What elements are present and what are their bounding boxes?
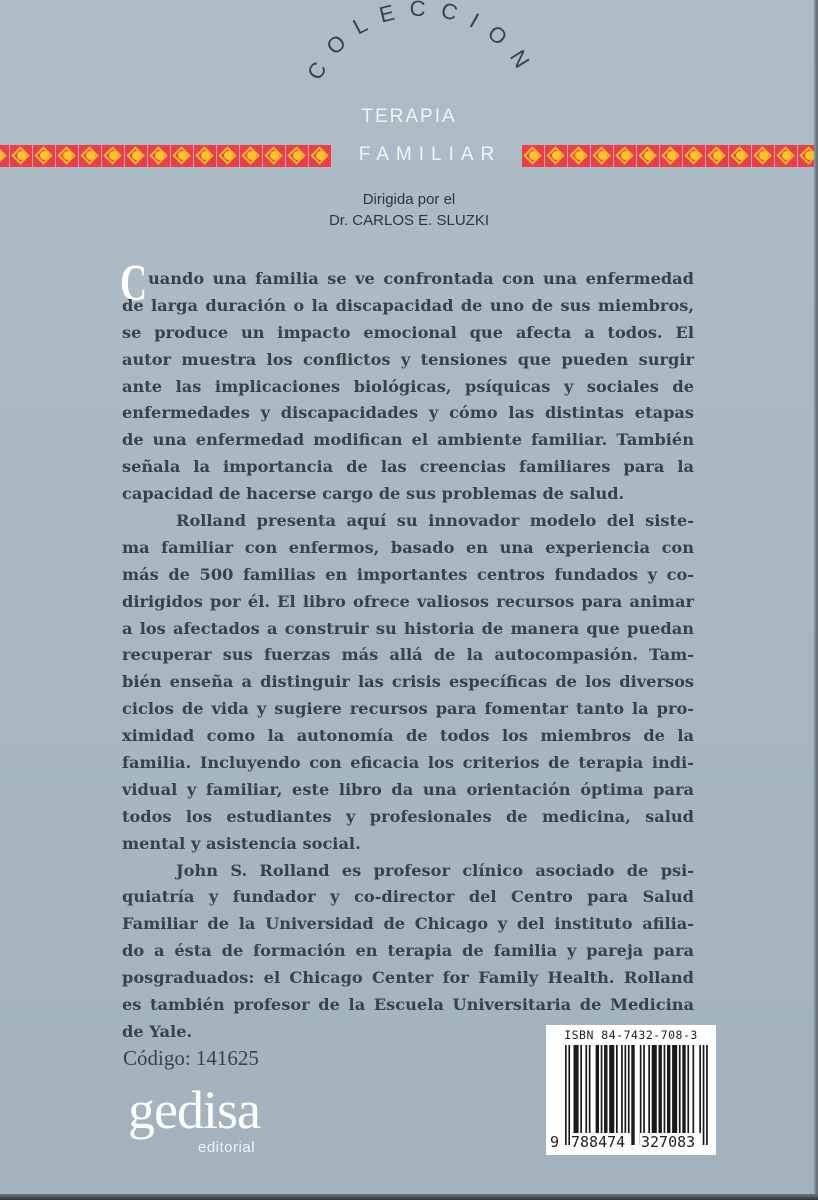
band-tile bbox=[522, 145, 545, 167]
barcode-bar bbox=[601, 1045, 603, 1133]
band-tile bbox=[79, 145, 102, 167]
blurb-line: bién enseña a distinguir las crisis específicas de los diversos bbox=[122, 672, 694, 692]
band-tile bbox=[33, 145, 56, 167]
series-arc-text-path: COLECCION bbox=[302, 0, 542, 85]
blurb-line: más de 500 familias en importantes centros fundados y co- bbox=[122, 564, 694, 584]
barcode-bar bbox=[628, 1045, 630, 1133]
blurb-line: dirigidos por él. El libro ofrece valiosos recursos para animar bbox=[122, 591, 694, 611]
ean-first-digit: 9 bbox=[550, 1133, 560, 1151]
barcode-bar bbox=[652, 1045, 657, 1133]
isbn-label: ISBN 84-7432-708-3 bbox=[564, 1028, 698, 1042]
decorative-band-right bbox=[522, 145, 814, 167]
blurb-line: de Yale. bbox=[122, 1021, 193, 1041]
decorative-band-left bbox=[0, 145, 332, 167]
blurb-line: ma familiar con enfermos, basado en una experiencia con bbox=[122, 537, 694, 557]
blurb-line: ciclos de vida y sugiere recursos para fomentar tanto la pro- bbox=[122, 699, 694, 719]
drop-cap: C bbox=[120, 255, 148, 312]
barcode-bar bbox=[643, 1045, 645, 1145]
barcode-bar bbox=[667, 1045, 670, 1133]
publisher-logo bbox=[128, 1080, 268, 1156]
blurb-line: ante las implicaciones biológicas, psíquicas y sociales de bbox=[122, 376, 694, 396]
band-tile bbox=[660, 145, 683, 167]
blurb-line: recuperar sus fuerzas más allá de la autocompasión. Tam- bbox=[122, 645, 694, 665]
barcode-bar bbox=[604, 1045, 607, 1133]
blurb-line: a los afectados a construir su historia de manera que puedan bbox=[122, 618, 694, 638]
barcode-bar bbox=[596, 1045, 599, 1133]
barcode-bar bbox=[565, 1045, 567, 1145]
barcode-bar bbox=[574, 1045, 579, 1133]
cover-edge-bottom bbox=[0, 1194, 818, 1200]
band-tile bbox=[752, 145, 775, 167]
series-director bbox=[0, 189, 818, 231]
band-tile bbox=[568, 145, 591, 167]
blurb-line: John S. Rolland es profesor clínico asociado de psi- bbox=[176, 860, 694, 880]
band-tile bbox=[10, 145, 33, 167]
series-name-line1: TERAPIA bbox=[361, 106, 457, 127]
band-tile bbox=[729, 145, 752, 167]
band-tile bbox=[591, 145, 614, 167]
blurb-line: vidual y familiar, este libro da una orientación óptima para bbox=[122, 779, 694, 799]
publisher-subtitle: editorial bbox=[198, 1139, 256, 1156]
band-tile bbox=[125, 145, 148, 167]
band-tile bbox=[545, 145, 568, 167]
band-tile bbox=[102, 145, 125, 167]
barcode-bar bbox=[659, 1045, 662, 1133]
blurb-line: todos los estudiantes y profesionales de medicina, salud bbox=[122, 806, 694, 826]
barcode-bar bbox=[682, 1045, 685, 1133]
blurb-text bbox=[122, 266, 694, 1046]
blurb-line: Rolland presenta aquí su innovador modelo del siste- bbox=[176, 511, 694, 531]
product-code: Código: 141625 bbox=[123, 1046, 259, 1070]
blurb-line: do a ésta de formación en terapia de familia y pareja para bbox=[122, 941, 694, 961]
band-tile bbox=[0, 145, 10, 167]
blurb-line: posgraduados: el Chicago Center for Family Health. Rolland bbox=[122, 968, 694, 988]
series-name-line2: FAMILIAR bbox=[358, 144, 502, 165]
blurb-line: señala la importancia de las creencias familiares para la bbox=[122, 457, 694, 477]
barcode-bar bbox=[693, 1045, 695, 1133]
band-tile bbox=[309, 145, 332, 167]
ean-right-digits: 327083 bbox=[641, 1133, 696, 1151]
band-tile bbox=[263, 145, 286, 167]
blurb-line: ximidad como la autonomía de todos los miembros de la bbox=[122, 726, 694, 746]
barcode-bar bbox=[703, 1045, 705, 1145]
barcode-bar bbox=[568, 1045, 570, 1145]
publisher-name: gedisa bbox=[128, 1080, 260, 1140]
barcode-bar bbox=[609, 1045, 614, 1133]
band-tile bbox=[775, 145, 798, 167]
band-tile bbox=[240, 145, 263, 167]
band-tile bbox=[286, 145, 309, 167]
band-tile bbox=[614, 145, 637, 167]
barcode-bar bbox=[589, 1045, 591, 1133]
barcode-bar bbox=[648, 1045, 650, 1133]
barcode-bar bbox=[640, 1045, 642, 1145]
barcode-bar bbox=[706, 1045, 708, 1145]
barcode-bar bbox=[625, 1045, 627, 1133]
barcode-bar bbox=[672, 1045, 677, 1133]
blurb-line: capacidad de hacerse cargo de sus problemas de salud. bbox=[122, 484, 625, 504]
series-arc-text bbox=[302, 0, 542, 84]
barcode-bar bbox=[616, 1045, 618, 1133]
band-tile bbox=[706, 145, 729, 167]
series-arc-title bbox=[0, 0, 818, 200]
blurb-line: autor muestra los conflictos y tensiones que pueden surgir bbox=[122, 349, 694, 369]
director-line2: Dr. CARLOS E. SLUZKI bbox=[328, 212, 490, 229]
barcode-bar bbox=[585, 1045, 587, 1133]
band-tile bbox=[683, 145, 706, 167]
band-tile bbox=[194, 145, 217, 167]
band-tile bbox=[798, 145, 814, 167]
barcode-bar bbox=[580, 1045, 582, 1133]
barcode-bar bbox=[699, 1045, 701, 1133]
ean-left-digits: 788474 bbox=[571, 1133, 626, 1151]
blurb-line: Familiar de la Universidad de Chicago y del instituto afilia- bbox=[122, 914, 694, 934]
blurb-line: familia. Incluyendo con eficacia los criterios de terapia indi- bbox=[122, 753, 694, 773]
blurb-line: de una enfermedad modifican el ambiente familiar. También bbox=[122, 430, 694, 450]
band-tile bbox=[56, 145, 79, 167]
director-line1: Dirigida por el bbox=[362, 191, 456, 208]
blurb-line: es también profesor de la Escuela Universitaria de Medicina bbox=[122, 995, 694, 1015]
isbn-barcode bbox=[546, 1025, 716, 1155]
blurb-line: uando una familia se ve confrontada con una enfermedad bbox=[148, 269, 694, 288]
barcode-bar bbox=[679, 1045, 681, 1133]
band-tile bbox=[171, 145, 194, 167]
barcode-bar bbox=[687, 1045, 689, 1133]
barcode-bar bbox=[631, 1045, 634, 1145]
blurb-line: enfermedades y discapacidades y cómo las distintas etapas bbox=[122, 403, 694, 423]
band-tile bbox=[148, 145, 171, 167]
blurb-line: se produce un impacto emocional que afecta a todos. El bbox=[122, 322, 694, 342]
band-tile bbox=[637, 145, 660, 167]
barcode-bar bbox=[621, 1045, 623, 1133]
blurb-line: quiatría y fundador y co-director del Centro para Salud bbox=[122, 887, 694, 907]
barcode-bar bbox=[664, 1045, 666, 1133]
blurb-line: de larga duración o la discapacidad de uno de sus miembros, bbox=[122, 295, 694, 315]
band-tile bbox=[217, 145, 240, 167]
barcode-bars bbox=[565, 1045, 711, 1145]
blurb-line: mental y asistencia social. bbox=[122, 833, 361, 853]
